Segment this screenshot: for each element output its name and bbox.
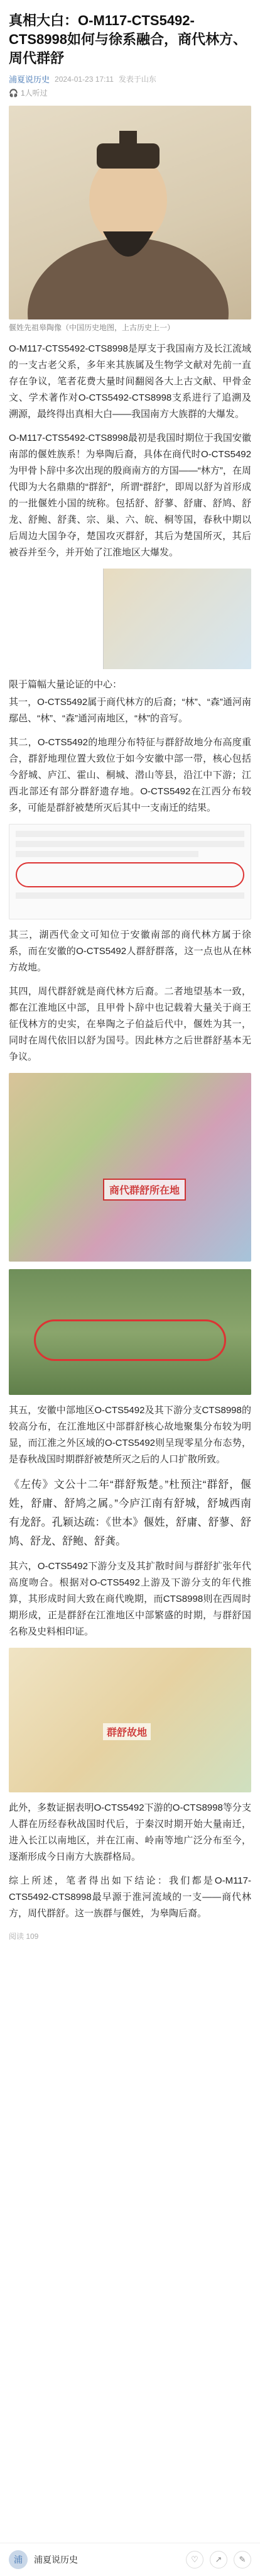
paragraph-6: 其四，周代群舒就是商代林方后裔。二者地望基本一致，都在江淮地区中部，且甲骨卜辞中也记载着大量关于商王征伐林方的史实，在皋陶之子伯益后代中，偃姓为其一，同时在周代依旧以舒为国号。因此林方之后世群舒基本无争议。 xyxy=(9,986,251,1062)
map-image-2 xyxy=(9,1073,251,1262)
paragraph-4: 其二，O-CTS5492的地理分布特征与群舒故地分布高度重合，群舒地理位置大致位于如今安徽中部一带，核心包括今舒城、庐江、霍山、桐城、潜山等县，沿江中下游；江西北部还有部分群舒遗存地。O-CTS5492在江西分布较多，可能是群舒被楚所灭后其中一支南迁的结果。 xyxy=(9,737,251,813)
map-image-1 xyxy=(9,569,251,669)
portrait-figure-icon xyxy=(9,106,251,319)
bottom-author-bar xyxy=(0,2543,260,2576)
document-image xyxy=(9,824,251,919)
map-image-3 xyxy=(9,1269,251,1395)
avatar[interactable]: 浦 xyxy=(9,2550,28,2569)
paragraph-9: 此外，多数证据表明O-CTS5492下游的O-CTS8998等分支人群在历经春秋战国时代后，于秦汉时期开始大量南迁，进入长江以南地区，并在江南、岭南等地广泛分布至今，逐渐形成今日南方大族群格局。 xyxy=(9,1802,251,1862)
quote-paragraph: 《左传》文公十二年“群舒叛楚。”杜预注“群舒，偃姓，舒庸、舒鸠之属。”今庐江南有舒城，舒城西南有龙舒。孔颖达疏：《世本》偃姓，舒庸、舒蓼、舒鸠、舒龙、舒鲍、舒龚。 xyxy=(9,1479,251,1547)
listen-count-text: 1人听过 xyxy=(20,89,48,97)
map-label-old-qunshu: 群舒故地 xyxy=(107,1728,148,1738)
bottom-author-name[interactable]: 浦夏说历史 xyxy=(34,2555,78,2565)
paragraph-2: O-M117-CTS5492-CTS8998最初是我国时期位于我国安徽南部的偃姓族系！为皋陶后裔，具体在商代时O-CTS5492为甲骨卜辞中多次出现的殷商南方的方国——“林方”，在周代即为大名鼎鼎的“群舒”，所谓“群舒”，即周以舒为首形成的一批偃姓小国的统称。包括舒、舒蓼、舒庸、舒鸠、舒龙、舒鲍、舒龚、宗、巢、六、皖、桐等国，春秋中期以后周边大国争夺，楚国攻灭群舒，其后为楚国所灭，其后被吞并至今，并开始了江淮地区大爆发。 xyxy=(9,433,251,558)
read-count: 阅读 109 xyxy=(9,1932,39,1941)
comment-icon[interactable]: ✎ xyxy=(234,2551,251,2568)
publish-location: 发表于山东 xyxy=(118,75,156,84)
paragraph-3-head: 限于篇幅大量论证的中心： xyxy=(9,679,122,690)
paragraph-3: 其一，O-CTS5492属于商代林方的后裔；“林”、“森”通河南鄢邑、“林”、“森”通河南地区，“林”的音写。 xyxy=(9,697,251,724)
paragraph-7: 其五，安徽中部地区O-CTS5492及其下游分支CTS8998的较高分布，在江淮地区中部群舒核心故地聚集分布较为明显，而江淮之外区域的O-CTS5492则呈现零星分布态势，是春秋战国时期群舒被楚所灭之后的人口扩散所致。 xyxy=(9,1405,251,1465)
article-title: 真相大白：O-M117-CTS5492-CTS8998如何与徐系融合，商代林方、周代群舒 xyxy=(9,13,247,66)
author-link[interactable]: 浦夏说历史 xyxy=(9,75,50,84)
map-label-qunshu: 商代群舒所在地 xyxy=(109,1185,180,1196)
listen-count xyxy=(0,85,260,98)
article-meta xyxy=(0,68,260,85)
paragraph-10: 综上所述，笔者得出如下结论：我们都是O-M117-CTS5492-CTS8998最早源于淮河流域的一支——商代林方，周代群舒。这一族群与偃姓，为皋陶后裔。 xyxy=(9,1875,251,1919)
paragraph-5: 其三，湖西代金文可知位于安徽南部的商代林方属于徐系，而在安徽的O-CTS5492人群舒群落，这一点也从在林方故地。 xyxy=(9,930,251,973)
headphone-icon: 🎧 xyxy=(9,88,18,97)
like-icon[interactable]: ♡ xyxy=(186,2551,203,2568)
paragraph-1: O-M117-CTS5492-CTS8998是厚支于我国南方及长江流域的一支古老父系，多年来其族属及生物学文献对先前一直存在争议，笔者花费大量时间翻阅各大上古文献、甲骨金文、学术著作对O-CTS5492-CTS8998支系进行了追溯及溯源，最终得出真相大白——我国南方大族群的大爆发。 xyxy=(9,343,251,419)
portrait-caption: 偃姓先祖皋陶像（中国历史地图，上古历史上一） xyxy=(9,323,175,332)
portrait-image xyxy=(9,106,251,319)
map-image-4 xyxy=(9,1648,251,1792)
paragraph-8: 其六，O-CTS5492下游分支及其扩散时间与群舒扩张年代高度吻合。根据对O-CTS5492上游及下游分支的年代推算，其形成时间大致在商代晚期，而CTS8998则在西周时期形成，正是群舒在江淮地区中部繁盛的时期，与群舒国名称及史料相印证。 xyxy=(9,1561,251,1637)
publish-date: 2024-01-23 17:11 xyxy=(55,74,114,84)
share-icon[interactable]: ↗ xyxy=(210,2551,227,2568)
